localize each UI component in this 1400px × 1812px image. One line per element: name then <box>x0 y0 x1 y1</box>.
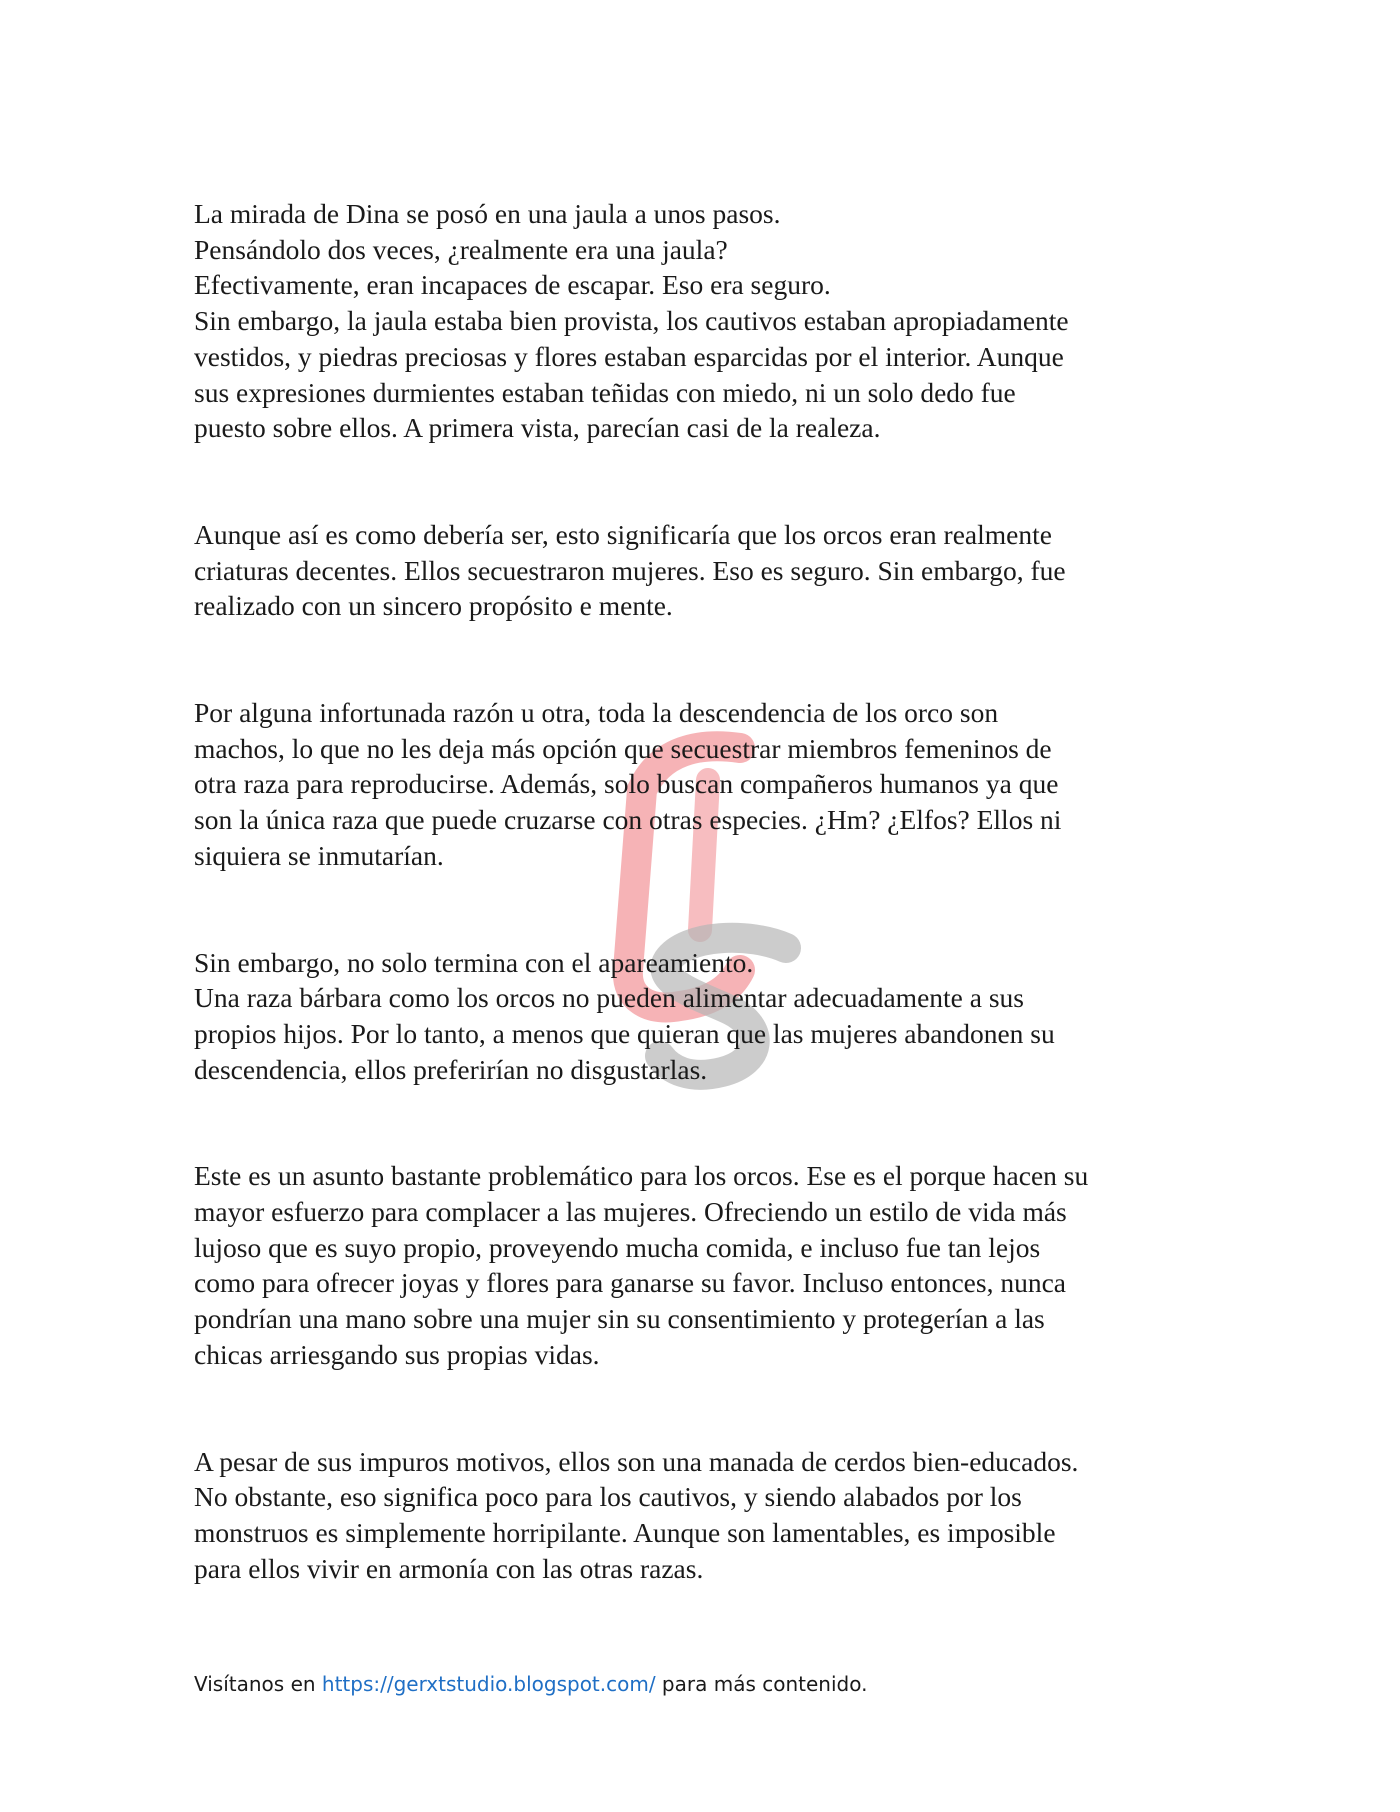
text-line: siquiera se inmutarían. <box>194 839 444 871</box>
text-line: para ellos vivir en armonía con las otras razas. <box>194 1552 704 1584</box>
text-line: son la única raza que puede cruzarse con otras especies. ¿Hm? ¿Elfos? Ellos ni <box>194 804 1062 836</box>
paragraph-4 <box>194 945 1234 1088</box>
text-line: machos, lo que no les deja más opción que secuestrar miembros femeninos de <box>194 732 1052 764</box>
text-line: Aunque así es como debería ser, esto significaría que los orcos eran realmente <box>194 518 1052 550</box>
text-line: descendencia, ellos preferirían no disgustarlas. <box>194 1053 708 1085</box>
text-line: monstruos es simplemente horripilante. Aunque son lamentables, es imposible <box>194 1516 1056 1548</box>
body-text <box>194 196 1234 1657</box>
text-line: La mirada de Dina se posó en una jaula a unos pasos. <box>194 198 781 229</box>
paragraph-2 <box>194 517 1234 624</box>
text-line: A pesar de sus impuros motivos, ellos son una manada de cerdos bien-educados. <box>194 1445 1079 1477</box>
footer-note <box>194 1670 867 1698</box>
text-line: sus expresiones durmientes estaban teñidas con miedo, ni un solo dedo fue <box>194 376 1016 408</box>
text-line: lujoso que es suyo propio, proveyendo mucha comida, e incluso fue tan lejos <box>194 1231 1041 1263</box>
text-line: chicas arriesgando sus propias vidas. <box>194 1338 600 1370</box>
text-line: vestidos, y piedras preciosas y flores estaban esparcidas por el interior. Aunque <box>194 340 1064 372</box>
text-line: Efectivamente, eran incapaces de escapar. Eso era seguro. <box>194 269 831 301</box>
text-line: Pensándolo dos veces, ¿realmente era una jaula? <box>194 233 728 265</box>
text-line: Este es un asunto bastante problemático para los orcos. Ese es el porque hacen su <box>194 1160 1089 1192</box>
text-line: propios hijos. Por lo tanto, a menos que quieran que las mujeres abandonen su <box>194 1017 1055 1049</box>
text-line: criaturas decentes. Ellos secuestraron mujeres. Eso es seguro. Sin embargo, fue <box>194 554 1066 586</box>
text-line: realizado con un sincero propósito e mente. <box>194 590 673 622</box>
text-line: pondrían una mano sobre una mujer sin su consentimiento y protegerían a las <box>194 1303 1045 1335</box>
footer-prefix: Visítanos en <box>194 1672 322 1696</box>
text-line: Sin embargo, no solo termina con el apareamiento. <box>194 946 754 978</box>
footer-suffix: para más contenido. <box>655 1672 868 1696</box>
text-line: como para ofrecer joyas y flores para ganarse su favor. Incluso entonces, nunca <box>194 1267 1066 1299</box>
text-line: otra raza para reproducirse. Además, solo buscan compañeros humanos ya que <box>194 768 1059 800</box>
text-line: Sin embargo, la jaula estaba bien provista, los cautivos estaban apropiadamente <box>194 305 1069 337</box>
paragraph-6 <box>194 1444 1234 1587</box>
text-line: puesto sobre ellos. A primera vista, parecían casi de la realeza. <box>194 412 881 444</box>
footer-link[interactable]: https://gerxtstudio.blogspot.com/ <box>321 1672 656 1696</box>
text-line: mayor esfuerzo para complacer a las mujeres. Ofreciendo un estilo de vida más <box>194 1196 1067 1228</box>
paragraph-1 <box>194 196 1234 446</box>
text-line: Por alguna infortunada razón u otra, toda la descendencia de los orco son <box>194 697 999 729</box>
paragraph-5 <box>194 1158 1234 1372</box>
text-line: No obstante, eso significa poco para los cautivos, y siendo alabados por los <box>194 1481 1022 1513</box>
paragraph-3 <box>194 695 1234 874</box>
text-line: Una raza bárbara como los orcos no pueden alimentar adecuadamente a sus <box>194 982 1024 1014</box>
